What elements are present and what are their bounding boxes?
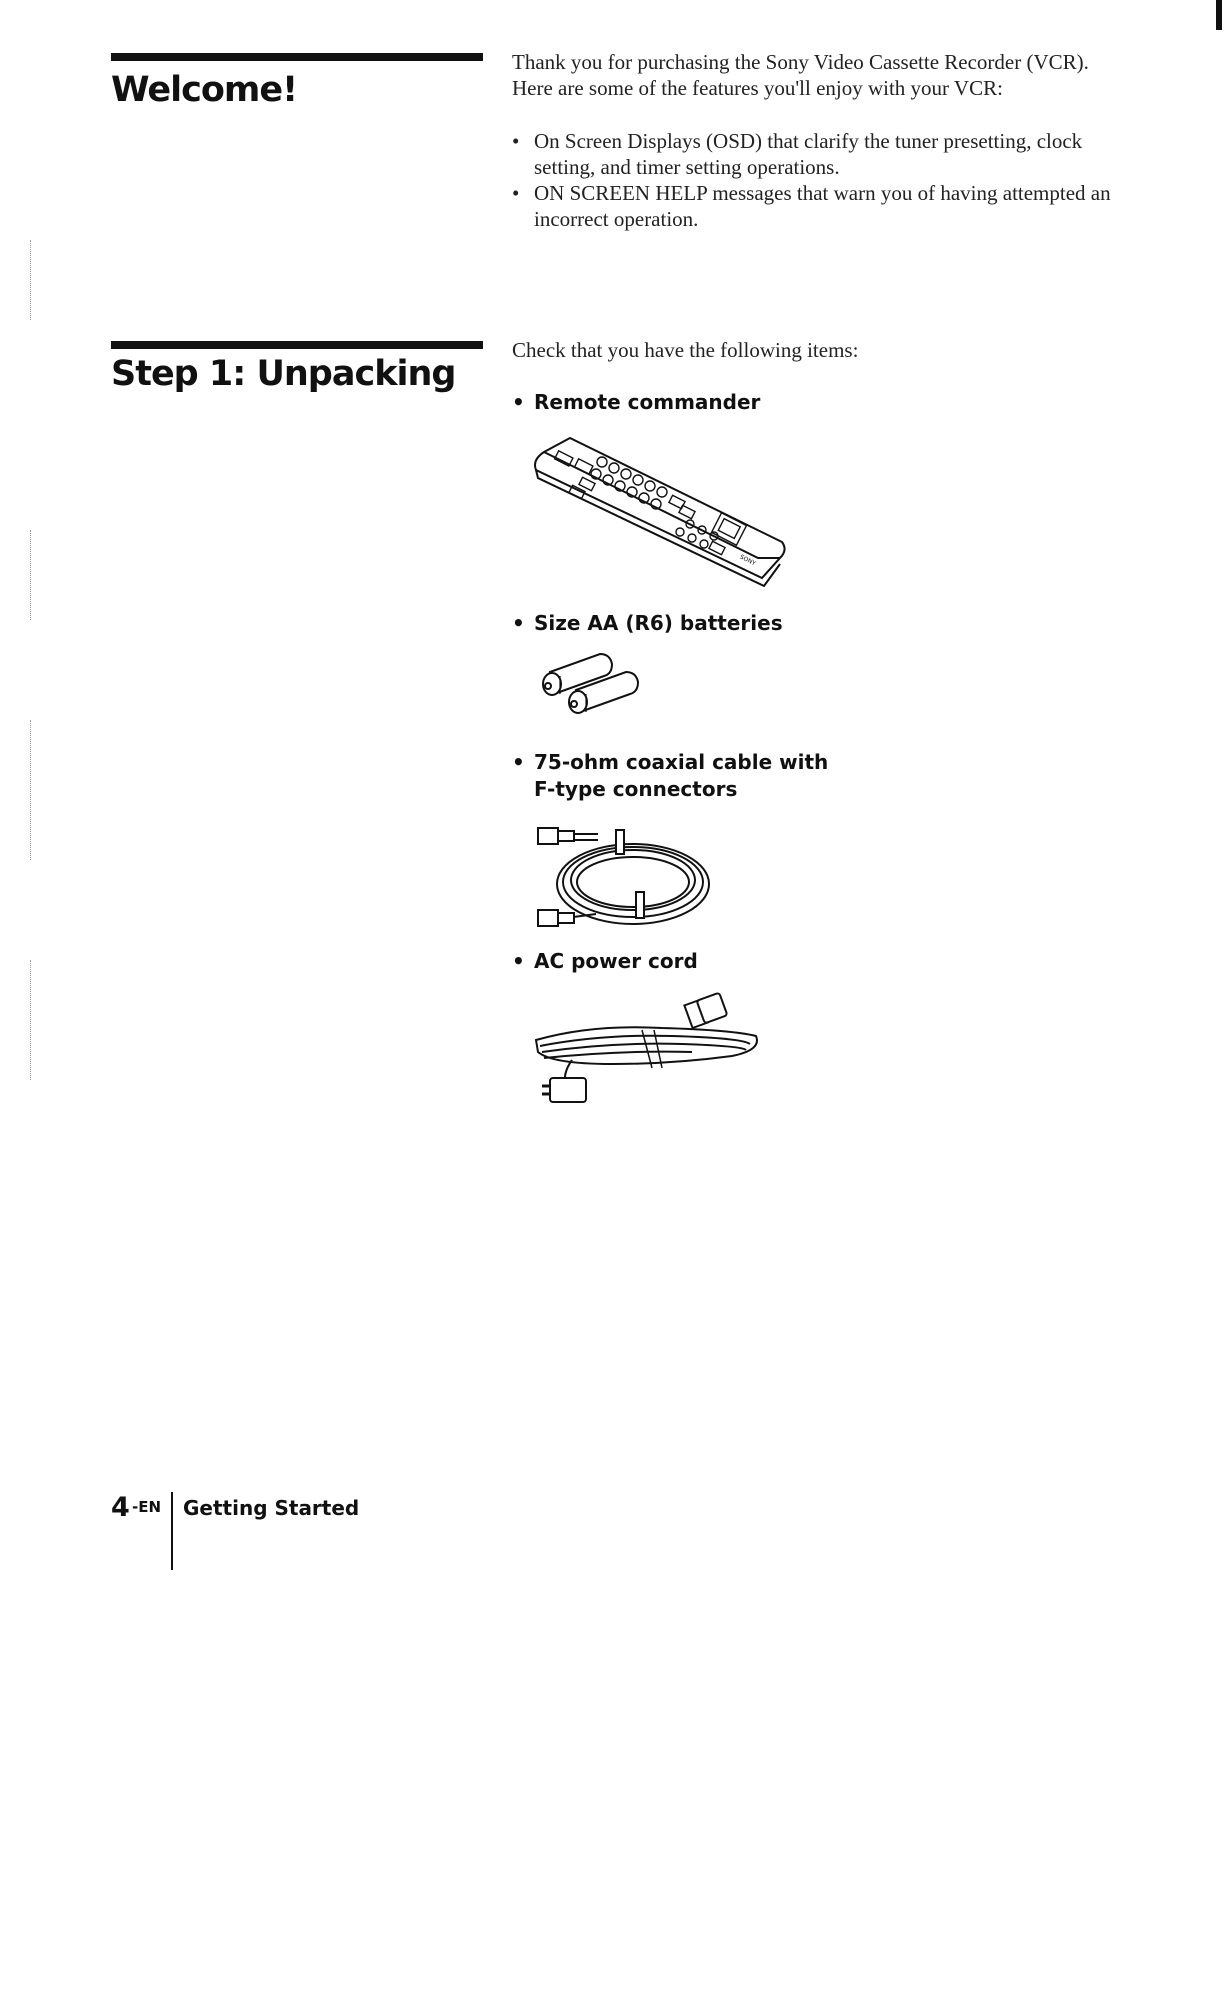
section-title: Getting Started: [183, 1496, 360, 1520]
remote-commander-icon: [530, 432, 790, 587]
item-batteries: • Size AA (R6) batteries: [512, 610, 783, 637]
power-cord-icon: [532, 990, 764, 1110]
unpacking-heading: Step 1: Unpacking: [111, 354, 456, 394]
scan-artifact: [30, 530, 32, 620]
svg-text:SONY: SONY: [738, 553, 757, 568]
page-edge-mark: [1216, 0, 1222, 30]
welcome-heading: Welcome!: [111, 70, 298, 110]
unpacking-intro: Check that you have the following items:: [512, 338, 859, 362]
feature-list: [512, 128, 1202, 232]
welcome-rule: [111, 53, 483, 61]
scan-artifact: [30, 960, 32, 1080]
welcome-intro: Thank you for purchasing the Sony Video Cassette Recorder (VCR). Here are some of the features you'll enjoy with your VCR:: [512, 50, 1089, 100]
feature-on-screen-help: • ON SCREEN HELP messages that warn you of having attempted an incorrect operation.: [512, 180, 1202, 232]
unpacking-rule: [111, 341, 483, 349]
item-ac-power-cord: • AC power cord: [512, 948, 698, 975]
batteries-icon: [530, 650, 660, 720]
page-number: 4: [111, 1492, 130, 1523]
item-coaxial-cable: • 75-ohm coaxial cable with F-type connectors: [512, 749, 828, 803]
scan-artifact: [30, 720, 32, 860]
item-remote-commander: • Remote commander: [512, 389, 760, 416]
page-suffix: -EN: [132, 1498, 162, 1516]
scan-artifact: [30, 240, 32, 320]
coaxial-cable-icon: [536, 822, 716, 932]
footer-divider: [171, 1492, 173, 1570]
feature-osd: • On Screen Displays (OSD) that clarify the tuner presetting, clock setting, and timer setting operations.: [512, 128, 1202, 180]
